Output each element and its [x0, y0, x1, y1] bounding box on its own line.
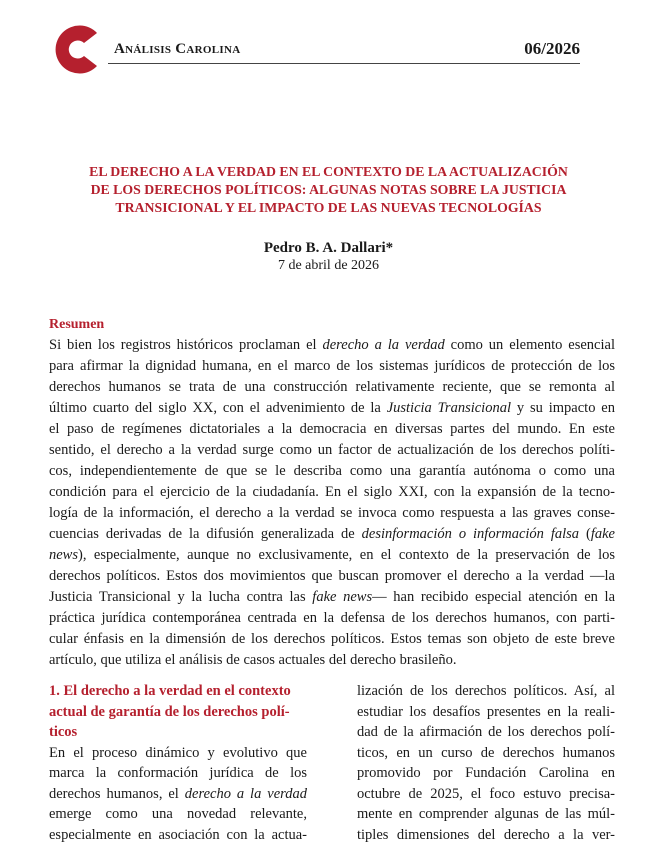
- text-line: especialmente en asociación con la actua-: [49, 825, 307, 845]
- section-heading-line: actual de garantía de los derechos polí-: [49, 702, 307, 723]
- text-line: derechos políticos. Estos dos movimientos que buscan promover el derecho a la verdad —la: [49, 566, 615, 587]
- carolina-logo: [51, 23, 101, 76]
- text-line: cuencias derivadas de la difusión generalizada de desinformación o información falsa (fake: [49, 524, 615, 545]
- text-line: Justicia Transicional y la lucha contra las fake news— han recibido especial atención en la: [49, 587, 615, 608]
- title-line: DE LOS DERECHOS POLÍTICOS: ALGUNAS NOTAS SOBRE LA JUSTICIA: [40, 181, 617, 199]
- title-line: TRANSICIONAL Y EL IMPACTO DE LAS NUEVAS TECNOLOGÍAS: [40, 199, 617, 217]
- text-line: news), especialmente, aunque no exclusivamente, en el contexto de la preservación de los: [49, 545, 615, 566]
- abstract-heading: Resumen: [49, 317, 104, 333]
- text-line: promovido por Fundación Carolina en: [357, 763, 615, 784]
- text-line: emerge como una novedad relevante,: [49, 804, 307, 825]
- text-line: artículo, que utiliza el análisis de casos actuales del derecho brasileño.: [49, 650, 615, 671]
- text-line: En el proceso dinámico y evolutivo que: [49, 743, 307, 764]
- text-line: cos, independientemente de que se le describa como una garantía autónoma o como una: [49, 461, 615, 482]
- text-line: octubre de 2025, el foco estuvo precisa-: [357, 784, 615, 805]
- text-line: lización de los derechos políticos. Así, al: [357, 681, 615, 702]
- text-line: Si bien los registros históricos proclaman el derecho a la verdad como un elemento esencial: [49, 335, 615, 356]
- text-line: el paso de regímenes dictatoriales a la democracia en diversas partes del mundo. En este: [49, 419, 615, 440]
- text-line: condición para el ejercicio de la ciudadanía. En el siglo XXI, con la expansión de la tecno-: [49, 482, 615, 503]
- text-line: estudiar los desafíos presentes en la reali-: [357, 702, 615, 723]
- series-name: Análisis Carolina: [114, 41, 241, 58]
- author: Pedro B. A. Dallari*: [0, 240, 657, 257]
- right-column: [357, 681, 615, 845]
- title-line: EL DERECHO A LA VERDAD EN EL CONTEXTO DE LA ACTUALIZACIÓN: [40, 163, 617, 181]
- text-line: sentido, el derecho a la verdad surge como un factor de actualización de los derechos políti-: [49, 440, 615, 461]
- text-line: logía de la información, el derecho a la verdad se invoca como respuesta a las graves conse-: [49, 503, 615, 524]
- left-column: [49, 681, 307, 845]
- text-line: para afirmar la dignidad humana, en el marco de los sistemas jurídicos de protección de los: [49, 356, 615, 377]
- article-title: [40, 163, 617, 217]
- text-line: cular énfasis en la dimensión de los derechos políticos. Estos temas son objeto de este breve: [49, 629, 615, 650]
- text-line: ticos, en un curso de derechos humanos: [357, 743, 615, 764]
- section-heading-line: 1. El derecho a la verdad en el contexto: [49, 681, 307, 702]
- text-line: último cuarto del siglo XX, con el advenimiento de la Justicia Transicional y su impacto en: [49, 398, 615, 419]
- text-line: marca la conformación jurídica de los: [49, 763, 307, 784]
- header-rule: [108, 63, 580, 64]
- text-line: práctica jurídica contemporánea centrada en la defensa de los derechos humanos, con parti-: [49, 608, 615, 629]
- publication-date: 7 de abril de 2026: [0, 258, 657, 274]
- text-line: dad de la afirmación de los derechos polí-: [357, 722, 615, 743]
- issue-number: 06/2026: [524, 39, 580, 59]
- text-line: mente en comprender algunas de las múl-: [357, 804, 615, 825]
- abstract-body: [49, 335, 615, 671]
- section-heading-line: ticos: [49, 722, 307, 743]
- text-line: tiples dimensiones del derecho a la ver-: [357, 825, 615, 845]
- text-line: derechos humanos, el derecho a la verdad: [49, 784, 307, 805]
- left-column-body: [49, 743, 307, 845]
- text-line: derechos humanos se trata de una construcción relativamente reciente, que se remonta al: [49, 377, 615, 398]
